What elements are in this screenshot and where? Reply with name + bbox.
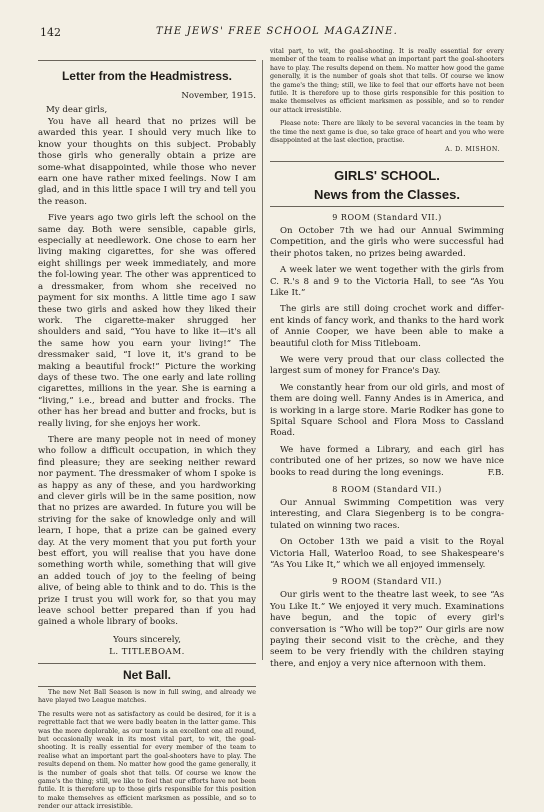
room-heading: 9 ROOM (Standard VII.) [332, 577, 442, 587]
rule [270, 206, 504, 207]
left-column [38, 58, 256, 811]
room-paragraph: On October 7th we had our Annual Swimming Competition, and the girls who were successful had their photos taken, no prizes being awarded. [270, 225, 504, 259]
room-paragraph: A week later we went together with the girls from C. R.'s 8 and 9 to the Victoria Hall, to see “As You Like It.” [270, 265, 504, 298]
room-heading: 9 ROOM (Standard VII.) [332, 212, 442, 222]
rule [38, 663, 256, 664]
netball-paragraph-continued: vital part, to wit, the goal-shooting. It is really essential for every member of the team to realise what an important part the goal-shooters have to play. The results depend on them. No matter how good the game generally, it is the number of goals shot that tells. Of course we know the game's the thing; still, we like to feel that our efforts have not been futile. It is therefore up to those girls responsible for this position to make themselves as efficient marksmen as possible, and so to render our attack irresistible. [270, 48, 504, 114]
netball-text-left [38, 688, 256, 811]
page-header [40, 26, 514, 40]
letter-paragraph: You have all heard that no prizes will be awarded this year. I should very much like to know your thoughts on this subject. Probably those girls who generally obtain a prize are some-what disappointed, while those who never earn one have rather mixed feelings. Now I am glad, and in this little space I will try and tell you the reason. [38, 117, 256, 207]
letter-closing: Yours sincerely, [113, 634, 181, 645]
letter-paragraph: Five years ago two girls left the school on the same day. Both were sensible, capable girls, especially at needlework. One chose to earn her living making cigarettes, for she was offered eight shillings per week immediately, and more the fol-lowing year. The other was apprenticed to a dressmaker, from whom she received no payment for six months. A little time ago I saw these two girls and asked how they liked their work. The cigarette-maker shrugged her shoulders and said, “You have to like it—it's all the same how you earn your living!” The dressmaker said, “I love it, it's grand to be making a beautiful frock!” Picture the working days of these two. The one early and late rolling cigarettes, millions in the year. She is earning a “living,” i.e., bread and butter and frocks. The other has her bread and butter and frocks, but is really living, for she enjoys her work. [38, 213, 256, 429]
girls-school-subtitle: News from the Classes. [314, 186, 460, 202]
page-number: 142 [40, 26, 61, 39]
room-paragraph: The girls are still doing crochet work and differ-ent kinds of fancy work, and thanks to the hard work of Annie Cooper, we have been able to make a beautiful cloth for Miss Titleboam. [270, 304, 504, 349]
author-initials: F.B. [487, 467, 504, 478]
netball-attribution: A. D. MISHON. [445, 146, 500, 154]
room-paragraph: Our Annual Swimming Competition was very interesting, and Clara Siegenberg is to be congra-tulated on winning two races. [270, 498, 504, 531]
column-divider [262, 60, 263, 660]
rule [38, 60, 256, 61]
girls-school-title: GIRLS' SCHOOL. [334, 167, 440, 183]
rule [38, 686, 256, 687]
letter-paragraph: There are many people not in need of money who follow a difficult occupation, in which they find pleasure; they are seeking neither reward nor payment. The dressmaker of whom I spoke is as happy as any of these, and you hardworking and clever girls will be in the same position, now that no prizes are awarded. In future you will be striving for the sake of knowledge only and will learn, I hope, that a prize can be gained every day. At the very moment that you put forth your best effort, you will realise that you have done something worth while, something that will give an added touch of joy to the feeling of being alive, of being able to think and to do. This is the prize I trust you will work for, so that you may leave school better prepared than if you had gained a whole library of books. [38, 434, 256, 628]
magazine-title: THE JEWS' FREE SCHOOL MAGAZINE. [156, 26, 398, 37]
room-heading: 8 ROOM (Standard VII.) [332, 485, 442, 494]
room-paragraph-with-initials [270, 445, 504, 479]
rule [270, 161, 504, 162]
letter-signature: L. TITLEBOAM. [109, 646, 185, 657]
netball-paragraph: The results were not as satisfactory as could be desired, for it is a regrettable fact that we were badly beaten in the latter game. This was the more deplorable, as our team is an excellent one all round, but occasionally weak in its most vital part, to wit, the goal-shooting. It is really essential for every member of the team to realise what an important part the goal-shooters have to play. The results depend on them. No matter how good the game generally, it is the number of goals shot that tells. Of course we know the game's the thing; still, we like to feel that our efforts have not been futile. It is therefore up to those girls responsible for this position to make themselves as efficient marksmen as possible, and so to render our attack irresistible. [38, 710, 256, 811]
room-paragraph: We were very proud that our class collected the largest sum of money for France's Day. [270, 354, 504, 377]
room-paragraph: On October 13th we paid a visit to the Royal Victoria Hall, Waterloo Road, to see Shakespeare's “As You Like It,” which we all enjoyed immensely. [270, 537, 504, 571]
letter-date: November, 1915. [181, 91, 256, 101]
netball-paragraph: Please note: There are likely to be several vacancies in the team by the time the next game is due, so take grace of heart and you who were disappointed at the last election, practise. [270, 120, 504, 145]
room-paragraph: Our girls went to the theatre last week, to see “As You Like It.” We enjoyed it very much. Examinations have begun, and the topic of every girl's conversation is “Who will be top?” Our girls are now paying their second visit to the crèche, and they seem to be very friendly with the children staying there, and enjoy a very nice afternoon with them. [270, 590, 504, 669]
room-paragraph: We have formed a Library, and each girl has contributed one of her prizes, so now we have nice books to read during the long evenings. [270, 444, 504, 478]
letter-title: Letter from the Headmistress. [61, 69, 233, 83]
netball-title: Net Ball. [122, 667, 171, 682]
room-paragraph: We constantly hear from our old girls, and most of them are doing well. Fanny Andes is in America, and is working in a large store. Marie Rodker has gone to Spital Square School and Flora Moss to Cassland Road. [270, 382, 504, 439]
letter-salutation: My dear girls, [46, 105, 108, 115]
netball-text-right [270, 48, 504, 155]
netball-paragraph: The new Net Ball Season is now in full swing, and already we have played two League matches. [38, 688, 256, 705]
right-column [270, 48, 504, 675]
